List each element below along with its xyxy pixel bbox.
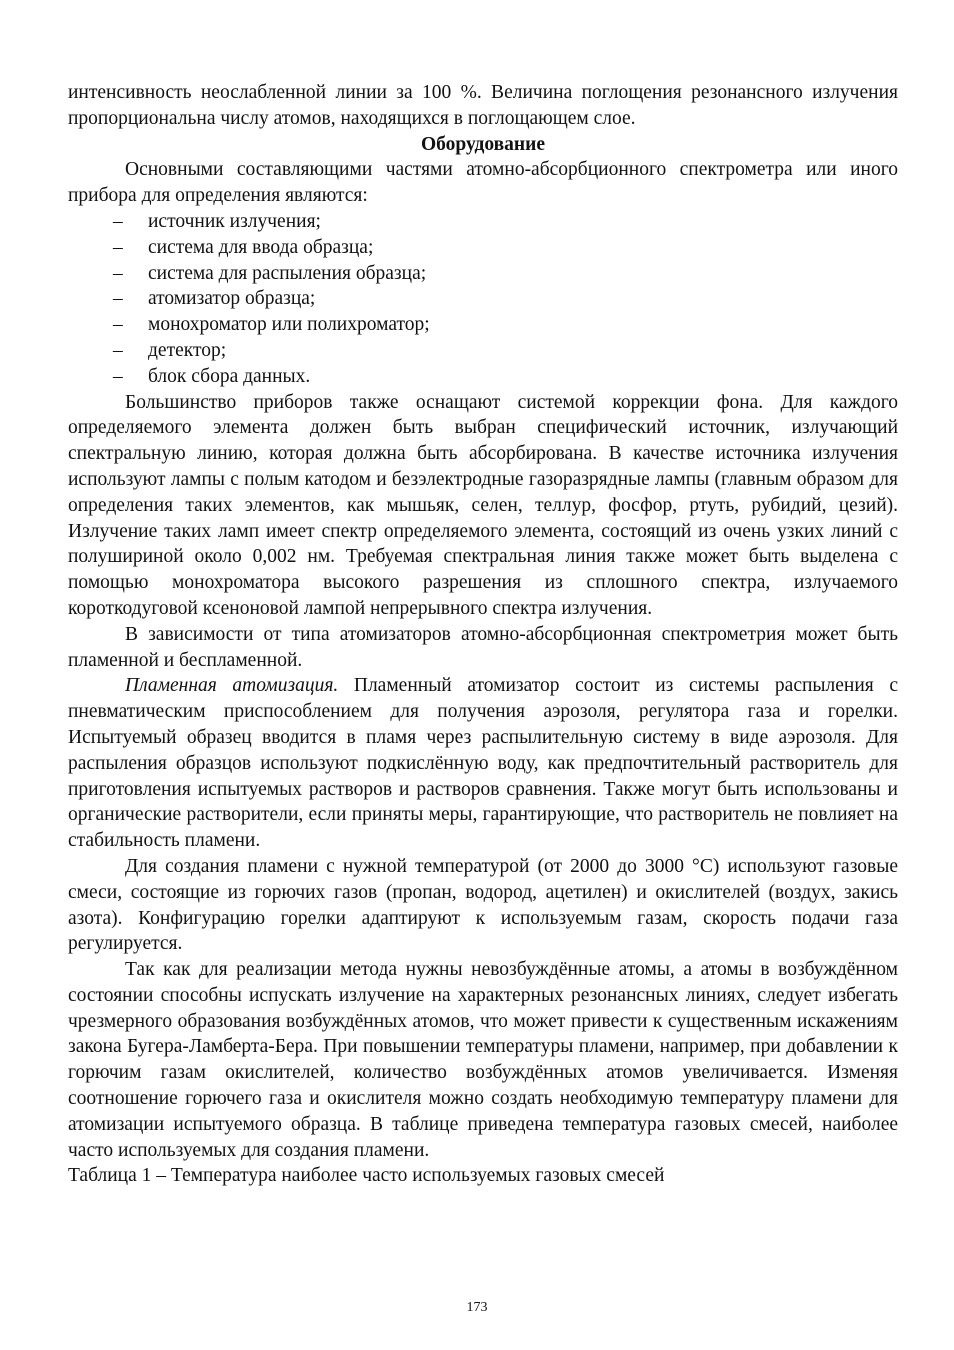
list-item-text: блок сбора данных. bbox=[148, 365, 311, 387]
page-number: 173 bbox=[466, 1300, 488, 1315]
list-dash: – bbox=[113, 236, 123, 258]
section-heading: Оборудование bbox=[420, 133, 546, 155]
paragraph-types: В зависимости от типа атомизаторов атомно-абсорбционная спектрометрия может быть пламенной и беспламенной. bbox=[68, 623, 898, 671]
list-item-text: монохроматор или полихроматор; bbox=[148, 314, 430, 336]
list-dash: – bbox=[113, 210, 123, 232]
list-dash: – bbox=[113, 288, 123, 310]
list-dash: – bbox=[113, 314, 123, 336]
list-item-text: атомизатор образца; bbox=[148, 288, 316, 310]
list-item bbox=[68, 364, 898, 390]
paragraph-intro: интенсивность неослабленной линии за 100 %. Величина поглощения резонансного излучения пропорциональна числу атомов, находящихся в поглощающем слое. bbox=[68, 82, 898, 129]
list-dash: – bbox=[113, 365, 123, 387]
list-dash: – bbox=[113, 262, 123, 284]
list-item bbox=[68, 261, 898, 287]
table-caption: Таблица 1 – Температура наиболее часто используемых газовых смесей bbox=[68, 1165, 665, 1187]
paragraph-flame bbox=[68, 673, 898, 854]
list-dash: – bbox=[113, 339, 123, 361]
list-item bbox=[68, 312, 898, 338]
list-item bbox=[68, 235, 898, 261]
paragraph-components: Основными составляющими частями атомно-абсорбционного спектрометра или иного прибора для определения являются: bbox=[68, 159, 898, 207]
flame-term: Пламенная атомизация. bbox=[125, 675, 339, 697]
document-page bbox=[68, 80, 898, 1189]
list-item bbox=[68, 286, 898, 312]
components-list bbox=[68, 209, 898, 390]
paragraph-flame-text: Пламенный атомизатор состоит из системы распыления с пневматическим приспособлением для получения аэрозоля, регулятора газа и горелки. Испытуемый образец вводится в пламя через распылительную систему в виде аэрозоля. Для распыления образцов используют подкислённую воду, как предпочтительный растворитель для приготовления испытуемых растворов и растворов сравнения. Также могут быть использованы и органические растворители, если приняты меры, гарантирующие, что растворитель не повлияет на стабильность пламени. bbox=[68, 675, 898, 852]
paragraph-background: Большинство приборов также оснащают системой коррекции фона. Для каждого определяемого элемента должен быть выбран специфический источник, излучающий спектральную линию, которая должна быть абсорбирована. В качестве источника излучения используют лампы с полым катодом и безэлектродные газоразрядные лампы (главным образом для определения таких элементов, как мышьяк, селен, теллур, фосфор, ртуть, рубидий, цезий). Излучение таких ламп имеет спектр определяемого элемента, состоящий из очень узких линий с полушириной около 0,002 нм. Требуемая спектральная линия также может быть выделена с помощью монохроматора высокого разрешения из сплошного спектра, излучаемого короткодуговой ксеноновой лампой непрерывного спектра излучения. bbox=[68, 391, 898, 619]
paragraph-temperature: Для создания пламени с нужной температурой (от 2000 до 3000 °С) используют газовые смеси, состоящие из горючих газов (пропан, водород, ацетилен) и окислителей (воздух, закись азота). Конфигурацию горелки адаптируют к используемым газам, скорость подачи газа регулируется. bbox=[68, 855, 898, 955]
paragraph-excitation: Так как для реализации метода нужны невозбуждённые атомы, а атомы в возбуждённом состоянии способны испускать излучение на характерных резонансных линиях, следует избегать чрезмерного образования возбуждённых атомов, что может привести к существенным искажениям закона Бугера-Ламберта-Бера. При повышении температуры пламени, например, при добавлении к горючим газам окислителей, количество возбуждённых атомов увеличивается. Изменяя соотношение горючего газа и окислителя можно создать необходимую температуру пламени для атомизации испытуемого образца. В таблице приведена температура газовых смесей, наиболее часто используемых для создания пламени. bbox=[68, 959, 898, 1161]
list-item-text: система для ввода образца; bbox=[148, 236, 374, 258]
list-item-text: детектор; bbox=[148, 339, 227, 361]
list-item bbox=[68, 338, 898, 364]
list-item-text: источник излучения; bbox=[148, 210, 321, 232]
list-item bbox=[68, 209, 898, 235]
list-item-text: система для распыления образца; bbox=[148, 262, 427, 284]
